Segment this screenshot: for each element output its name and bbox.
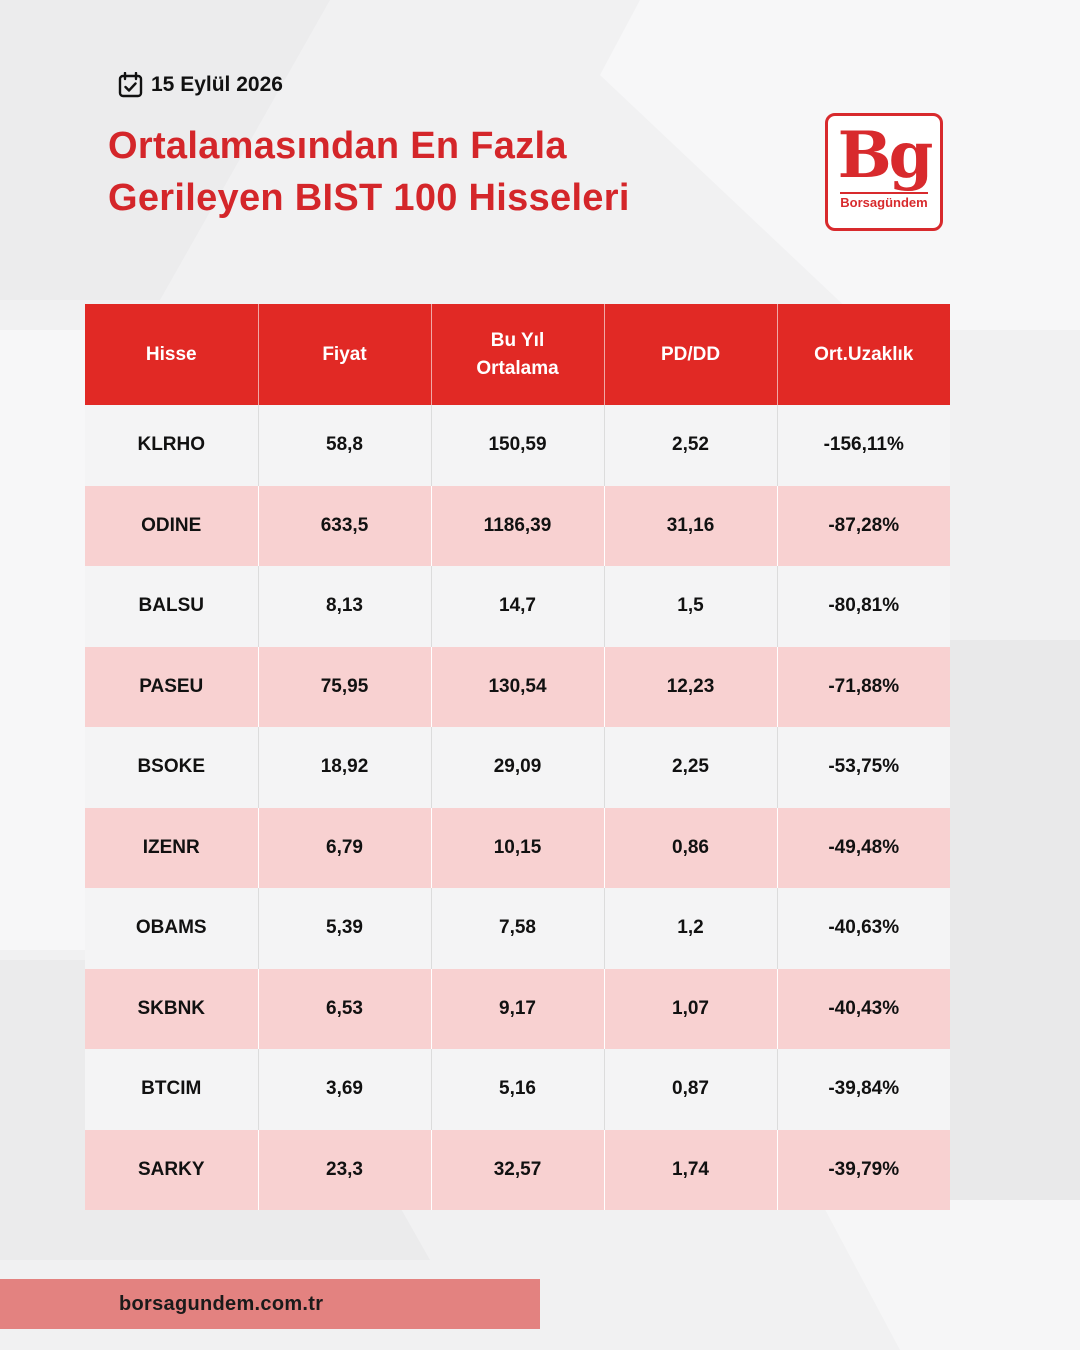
cell-ort-uzaklik: -80,81% bbox=[777, 566, 950, 647]
cell-ort-uzaklik: -71,88% bbox=[777, 647, 950, 728]
cell-pd-dd: 0,87 bbox=[604, 1049, 777, 1130]
cell-hisse: SKBNK bbox=[85, 969, 258, 1050]
header-ort-uzaklik: Ort.Uzaklık bbox=[777, 304, 950, 405]
cell-pd-dd: 1,74 bbox=[604, 1130, 777, 1211]
cell-ortalama: 5,16 bbox=[431, 1049, 604, 1130]
cell-ortalama: 32,57 bbox=[431, 1130, 604, 1211]
header-bu-yil-ortalama bbox=[431, 304, 604, 405]
cell-ort-uzaklik: -49,48% bbox=[777, 808, 950, 889]
title-line-2: Gerileyen BIST 100 Hisseleri bbox=[108, 177, 630, 219]
page-title bbox=[108, 120, 630, 224]
header-hisse: Hisse bbox=[85, 304, 258, 405]
stocks-table bbox=[85, 304, 950, 1210]
table-header-row bbox=[85, 304, 950, 405]
cell-hisse: BTCIM bbox=[85, 1049, 258, 1130]
cell-fiyat: 5,39 bbox=[258, 888, 431, 969]
cell-ortalama: 130,54 bbox=[431, 647, 604, 728]
cell-ort-uzaklik: -53,75% bbox=[777, 727, 950, 808]
brand-logo bbox=[825, 113, 943, 231]
table-row bbox=[85, 486, 950, 567]
cell-ortalama: 9,17 bbox=[431, 969, 604, 1050]
cell-ortalama: 150,59 bbox=[431, 405, 604, 486]
logo-wordmark: Borsagündem bbox=[840, 192, 927, 210]
date-row bbox=[118, 72, 283, 98]
cell-fiyat: 6,79 bbox=[258, 808, 431, 889]
table-row bbox=[85, 566, 950, 647]
cell-pd-dd: 2,52 bbox=[604, 405, 777, 486]
cell-ortalama: 29,09 bbox=[431, 727, 604, 808]
cell-ort-uzaklik: -39,84% bbox=[777, 1049, 950, 1130]
table-row bbox=[85, 808, 950, 889]
table-row bbox=[85, 405, 950, 486]
header-bu-yil: Bu Yıl bbox=[490, 329, 545, 351]
date-label: 15 Eylül 2026 bbox=[151, 73, 283, 96]
header-fiyat: Fiyat bbox=[258, 304, 431, 405]
cell-hisse: ODINE bbox=[85, 486, 258, 567]
cell-ortalama: 1186,39 bbox=[431, 486, 604, 567]
footer-bar bbox=[0, 1279, 540, 1329]
cell-hisse: IZENR bbox=[85, 808, 258, 889]
cell-hisse: KLRHO bbox=[85, 405, 258, 486]
cell-fiyat: 633,5 bbox=[258, 486, 431, 567]
header-pd-dd: PD/DD bbox=[604, 304, 777, 405]
cell-pd-dd: 31,16 bbox=[604, 486, 777, 567]
cell-ort-uzaklik: -40,43% bbox=[777, 969, 950, 1050]
cell-fiyat: 58,8 bbox=[258, 405, 431, 486]
cell-hisse: OBAMS bbox=[85, 888, 258, 969]
calendar-check-icon bbox=[118, 72, 143, 98]
cell-fiyat: 6,53 bbox=[258, 969, 431, 1050]
cell-ort-uzaklik: -40,63% bbox=[777, 888, 950, 969]
header-ortalama: Ortalama bbox=[476, 357, 559, 379]
cell-ort-uzaklik: -39,79% bbox=[777, 1130, 950, 1211]
cell-pd-dd: 0,86 bbox=[604, 808, 777, 889]
table-row bbox=[85, 1049, 950, 1130]
website-link[interactable]: borsagundem.com.tr bbox=[119, 1292, 324, 1315]
cell-fiyat: 3,69 bbox=[258, 1049, 431, 1130]
cell-fiyat: 75,95 bbox=[258, 647, 431, 728]
cell-ort-uzaklik: -87,28% bbox=[777, 486, 950, 567]
cell-ort-uzaklik: -156,11% bbox=[777, 405, 950, 486]
cell-pd-dd: 1,5 bbox=[604, 566, 777, 647]
cell-ortalama: 14,7 bbox=[431, 566, 604, 647]
table-row bbox=[85, 969, 950, 1050]
cell-hisse: SARKY bbox=[85, 1130, 258, 1211]
cell-fiyat: 23,3 bbox=[258, 1130, 431, 1211]
table-row bbox=[85, 647, 950, 728]
cell-hisse: PASEU bbox=[85, 647, 258, 728]
cell-pd-dd: 12,23 bbox=[604, 647, 777, 728]
cell-fiyat: 8,13 bbox=[258, 566, 431, 647]
cell-ortalama: 7,58 bbox=[431, 888, 604, 969]
title-line-1: Ortalamasından En Fazla bbox=[108, 125, 567, 167]
logo-mark: Bg bbox=[837, 118, 931, 193]
table-row bbox=[85, 1130, 950, 1211]
cell-pd-dd: 1,2 bbox=[604, 888, 777, 969]
table-row bbox=[85, 888, 950, 969]
cell-hisse: BALSU bbox=[85, 566, 258, 647]
cell-pd-dd: 2,25 bbox=[604, 727, 777, 808]
table-row bbox=[85, 727, 950, 808]
cell-ortalama: 10,15 bbox=[431, 808, 604, 889]
cell-fiyat: 18,92 bbox=[258, 727, 431, 808]
cell-pd-dd: 1,07 bbox=[604, 969, 777, 1050]
cell-hisse: BSOKE bbox=[85, 727, 258, 808]
